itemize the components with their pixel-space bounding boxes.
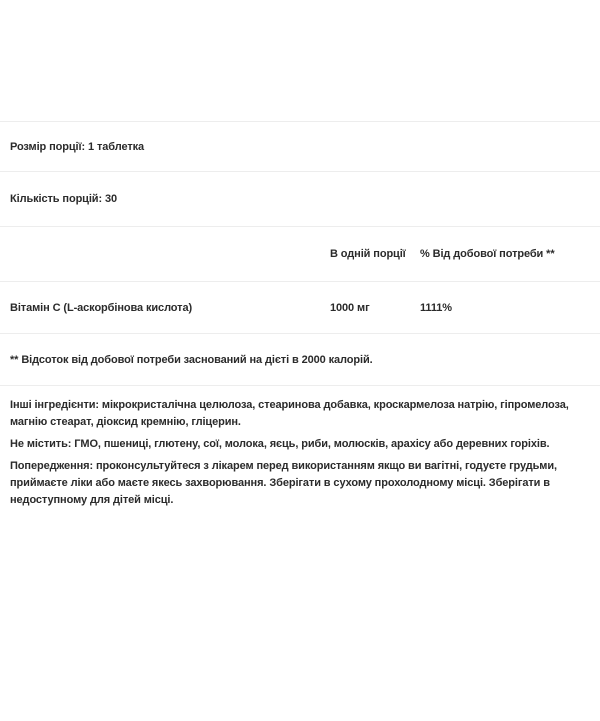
servings-per-container-label: Кількість порцій: 30 <box>10 193 118 205</box>
supplement-facts-table <box>0 121 600 386</box>
additional-info-section <box>0 386 600 509</box>
daily-value-footnote: ** Відсоток від добової потреби заснований на дієті в 2000 калорій. <box>10 353 373 366</box>
other-ingredients-paragraph: Інші інгредієнти: мікрокристалічна целюлоза, стеаринова добавка, кроскармелоза натрію, гіпромелоза, магнію стеарат, діоксид кремнію, гліцерин. <box>10 399 569 428</box>
nutrient-name: Вітамін C (L-аскорбінова кислота) <box>10 301 193 314</box>
table-header-row <box>0 227 600 282</box>
amount-per-serving-header: В одній порції <box>330 248 406 260</box>
nutrient-amount: 1000 мг <box>330 301 370 314</box>
footnote-row <box>0 334 600 386</box>
nutrient-row <box>0 282 600 334</box>
nutrient-daily-value: 1111% <box>420 301 452 314</box>
supplement-facts-page <box>0 121 600 721</box>
warnings-paragraph: Попередження: проконсультуйтеся з лікарем перед використанням якщо ви вагітні, годуєте грудьми, приймаєте ліки або маєте якесь захворювання. Зберігати в сухому прохолодному місці. Зберігати в недоступному для дітей місці. <box>10 460 557 506</box>
allergen-free-paragraph: Не містить: ГМО, пшениці, глютену, сої, молока, яєць, риби, молюсків, арахісу або деревних горіхів. <box>10 438 550 450</box>
serving-size-row <box>0 122 600 172</box>
daily-value-header: % Від добової потреби ** <box>420 248 555 260</box>
servings-per-container-row <box>0 172 600 227</box>
serving-size-label: Розмір порції: 1 таблетка <box>10 140 145 153</box>
